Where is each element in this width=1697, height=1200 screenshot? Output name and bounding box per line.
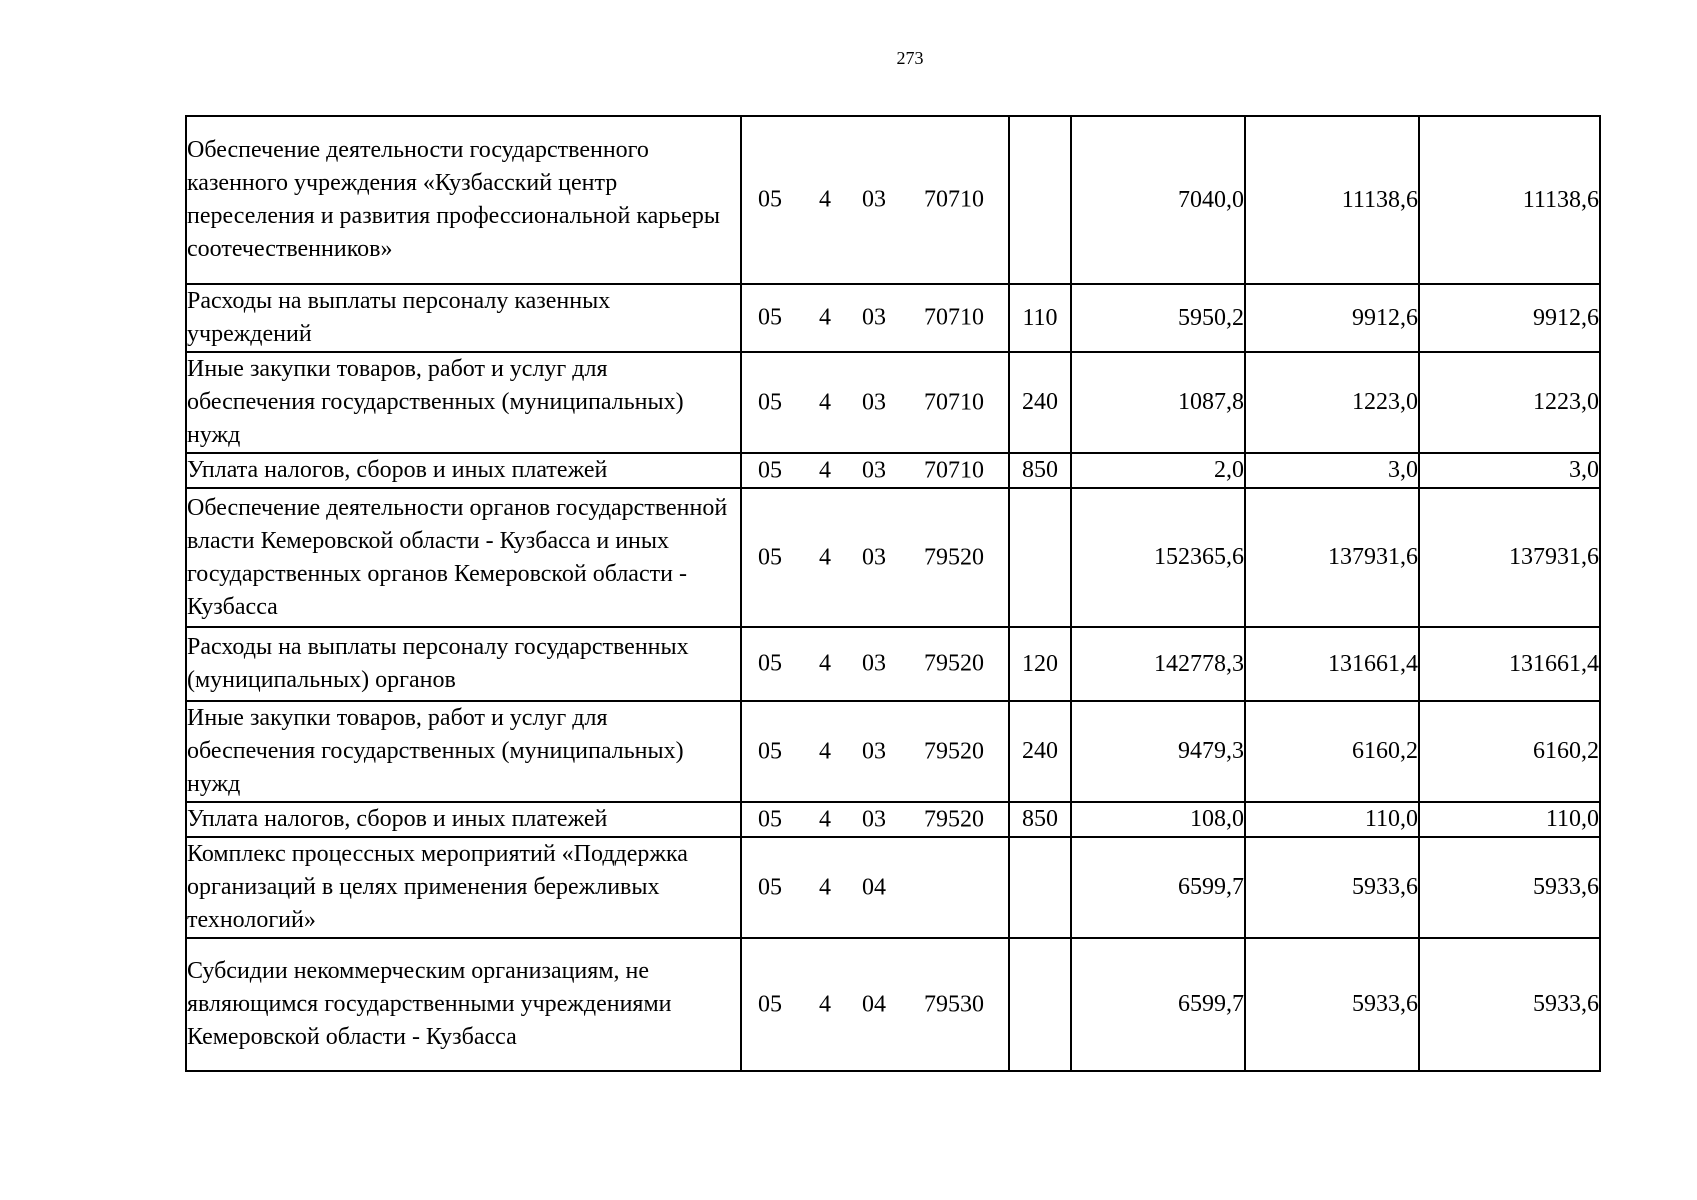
row-name: Обеспечение деятельности государственного казенного учреждения «Кузбасский центр переселения и развития профессиональной карьеры соотечественников»: [186, 116, 741, 284]
value-year-1: 5950,2: [1071, 284, 1245, 352]
direction-code: 70710: [924, 457, 984, 483]
value-year-3: 9912,6: [1419, 284, 1600, 352]
section-code: 05: [758, 991, 782, 1017]
subprogram-code: 04: [862, 874, 886, 900]
value-year-1: 2,0: [1071, 453, 1245, 488]
expense-type: 240: [1009, 701, 1071, 802]
program-code: 4: [819, 304, 831, 331]
row-name: Иные закупки товаров, работ и услуг для обеспечения государственных (муниципальных) нужд: [186, 701, 741, 802]
section-code: 05: [758, 544, 782, 570]
value-year-1: 108,0: [1071, 802, 1245, 837]
value-year-2: 110,0: [1245, 802, 1419, 837]
value-year-1: 7040,0: [1071, 116, 1245, 284]
section-code: 05: [758, 806, 782, 832]
value-year-2: 9912,6: [1245, 284, 1419, 352]
direction-code: 79530: [924, 991, 984, 1017]
program-code: 4: [819, 457, 831, 483]
value-year-2: 3,0: [1245, 453, 1419, 488]
code-cell: [741, 488, 1009, 627]
section-code: 05: [758, 738, 782, 764]
subprogram-code: 03: [862, 186, 886, 213]
section-code: 05: [758, 186, 782, 213]
code-cell: [741, 352, 1009, 453]
subprogram-code: 03: [862, 304, 886, 331]
subprogram-code: 03: [862, 806, 886, 832]
value-year-2: 6160,2: [1245, 701, 1419, 802]
section-code: 05: [758, 389, 782, 415]
table-row: [186, 627, 1600, 701]
value-year-3: 131661,4: [1419, 627, 1600, 701]
table-row: [186, 284, 1600, 352]
value-year-3: 5933,6: [1419, 938, 1600, 1071]
table-row: [186, 938, 1600, 1071]
table-row: [186, 352, 1600, 453]
value-year-2: 1223,0: [1245, 352, 1419, 453]
value-year-3: 1223,0: [1419, 352, 1600, 453]
value-year-3: 6160,2: [1419, 701, 1600, 802]
expense-type: 850: [1009, 453, 1071, 488]
value-year-3: 137931,6: [1419, 488, 1600, 627]
code-cell: [741, 802, 1009, 837]
value-year-2: 11138,6: [1245, 116, 1419, 284]
program-code: 4: [819, 738, 831, 764]
table-row: [186, 837, 1600, 938]
expense-type: 110: [1009, 284, 1071, 352]
direction-code: 79520: [924, 806, 984, 832]
value-year-1: 9479,3: [1071, 701, 1245, 802]
program-code: 4: [819, 650, 831, 677]
table-row: [186, 488, 1600, 627]
direction-code: 70710: [924, 389, 984, 415]
subprogram-code: 03: [862, 650, 886, 677]
table-row: [186, 453, 1600, 488]
program-code: 4: [819, 186, 831, 213]
row-name: Расходы на выплаты персоналу казенных учреждений: [186, 284, 741, 352]
section-code: 05: [758, 874, 782, 900]
expense-type: [1009, 116, 1071, 284]
direction-code: 70710: [924, 304, 984, 331]
value-year-1: 6599,7: [1071, 938, 1245, 1071]
code-cell: [741, 701, 1009, 802]
code-cell: [741, 284, 1009, 352]
expense-type: [1009, 938, 1071, 1071]
budget-table: [185, 115, 1601, 1072]
row-name: Иные закупки товаров, работ и услуг для обеспечения государственных (муниципальных) нужд: [186, 352, 741, 453]
program-code: 4: [819, 389, 831, 415]
program-code: 4: [819, 544, 831, 570]
page-number: 273: [896, 48, 924, 68]
subprogram-code: 04: [862, 991, 886, 1017]
code-cell: [741, 938, 1009, 1071]
code-cell: [741, 116, 1009, 284]
table-row: [186, 701, 1600, 802]
value-year-2: 137931,6: [1245, 488, 1419, 627]
value-year-1: 142778,3: [1071, 627, 1245, 701]
subprogram-code: 03: [862, 544, 886, 570]
expense-type: 120: [1009, 627, 1071, 701]
row-name: Расходы на выплаты персоналу государственных (муниципальных) органов: [186, 627, 741, 701]
expense-type: [1009, 837, 1071, 938]
value-year-3: 11138,6: [1419, 116, 1600, 284]
expense-type: [1009, 488, 1071, 627]
row-name: Уплата налогов, сборов и иных платежей: [186, 453, 741, 488]
code-cell: [741, 837, 1009, 938]
value-year-3: 5933,6: [1419, 837, 1600, 938]
program-code: 4: [819, 874, 831, 900]
row-name: Комплекс процессных мероприятий «Поддержка организаций в целях применения бережливых технологий»: [186, 837, 741, 938]
value-year-2: 5933,6: [1245, 837, 1419, 938]
value-year-3: 3,0: [1419, 453, 1600, 488]
value-year-1: 6599,7: [1071, 837, 1245, 938]
value-year-2: 5933,6: [1245, 938, 1419, 1071]
value-year-3: 110,0: [1419, 802, 1600, 837]
subprogram-code: 03: [862, 738, 886, 764]
code-cell: [741, 453, 1009, 488]
expense-type: 240: [1009, 352, 1071, 453]
direction-code: 79520: [924, 738, 984, 764]
section-code: 05: [758, 304, 782, 331]
direction-code: 79520: [924, 650, 984, 677]
value-year-1: 1087,8: [1071, 352, 1245, 453]
row-name: Уплата налогов, сборов и иных платежей: [186, 802, 741, 837]
row-name: Субсидии некоммерческим организациям, не являющимся государственными учреждениями Кемеровской области - Кузбасса: [186, 938, 741, 1071]
program-code: 4: [819, 806, 831, 832]
subprogram-code: 03: [862, 457, 886, 483]
table-row: [186, 802, 1600, 837]
subprogram-code: 03: [862, 389, 886, 415]
section-code: 05: [758, 650, 782, 677]
row-name: Обеспечение деятельности органов государственной власти Кемеровской области - Кузбасса и иных государственных органов Кемеровской области - Кузбасса: [186, 488, 741, 627]
direction-code: 70710: [924, 186, 984, 213]
direction-code: 79520: [924, 544, 984, 570]
section-code: 05: [758, 457, 782, 483]
value-year-1: 152365,6: [1071, 488, 1245, 627]
table-row: [186, 116, 1600, 284]
value-year-2: 131661,4: [1245, 627, 1419, 701]
program-code: 4: [819, 991, 831, 1017]
expense-type: 850: [1009, 802, 1071, 837]
code-cell: [741, 627, 1009, 701]
